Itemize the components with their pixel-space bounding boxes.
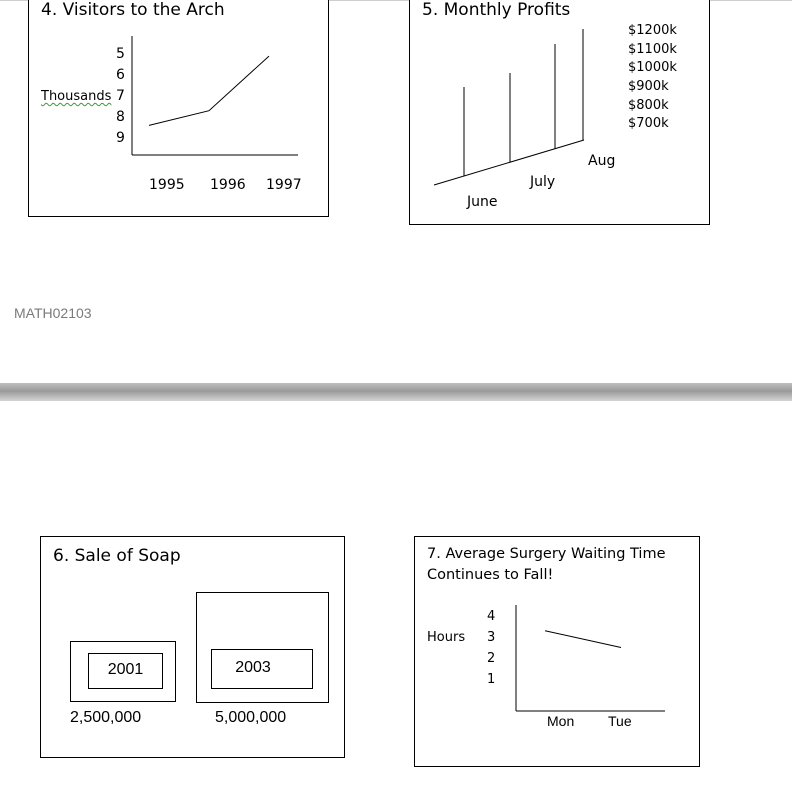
soap-value-2003: 5,000,000 [215, 709, 287, 726]
chart-profits-ytick: $900k [628, 79, 669, 94]
chart-visitors-ytick: 8 [116, 109, 125, 125]
soap-value-2001: 2,500,000 [70, 709, 142, 726]
chart-profits-ytick: $1000k [628, 60, 677, 75]
chart-profits-ytick: $800k [628, 98, 669, 113]
chart-surgery-xtick: Tue [608, 713, 632, 729]
chart-profits-ytick: $1100k [628, 42, 677, 57]
chart-visitors-title: 4. Visitors to the Arch [41, 0, 225, 20]
chart-visitors-xtick: 1995 [149, 177, 185, 193]
chart-visitors-xtick: 1997 [266, 177, 302, 193]
chart-profits-xtick: Aug [588, 153, 616, 169]
chart-visitors-ytick: 9 [116, 130, 125, 146]
chart-profits-ytick: $1200k [628, 23, 677, 38]
chart-surgery-title-line1: 7. Average Surgery Waiting Time [427, 546, 666, 562]
chart-profits-xtick: June [467, 194, 498, 210]
soap-label-2001: 2001 [107, 661, 144, 678]
chart-soap-title: 6. Sale of Soap [53, 546, 181, 566]
chart-visitors-ytick: 5 [116, 46, 125, 62]
chart-surgery-ytick: 2 [487, 651, 496, 666]
chart-surgery-xtick: Mon [547, 713, 575, 729]
chart-surgery-ytick: 4 [487, 609, 496, 624]
chart-surgery-ytick: 3 [487, 630, 496, 645]
chart-surgery-ylabel: Hours [427, 630, 466, 645]
chart-visitors-xtick: 1996 [210, 177, 246, 193]
soap-label-2003: 2003 [235, 659, 271, 676]
chart-visitors-ytick: 6 [116, 67, 125, 83]
chart-visitors-ylabel: Thousands [41, 89, 112, 104]
chart-profits-ytick: $700k [628, 116, 669, 131]
chart-surgery-series-line [545, 631, 621, 648]
footer-code: MATH02103 [14, 305, 92, 321]
chart-surgery-ytick: 1 [487, 672, 496, 687]
chart-visitors-ytick: 7 [116, 88, 125, 104]
chart-profits-xtick: July [530, 174, 556, 190]
chart-profits-title: 5. Monthly Profits [422, 0, 571, 20]
chart-surgery-title-line2: Continues to Fall! [427, 567, 554, 583]
